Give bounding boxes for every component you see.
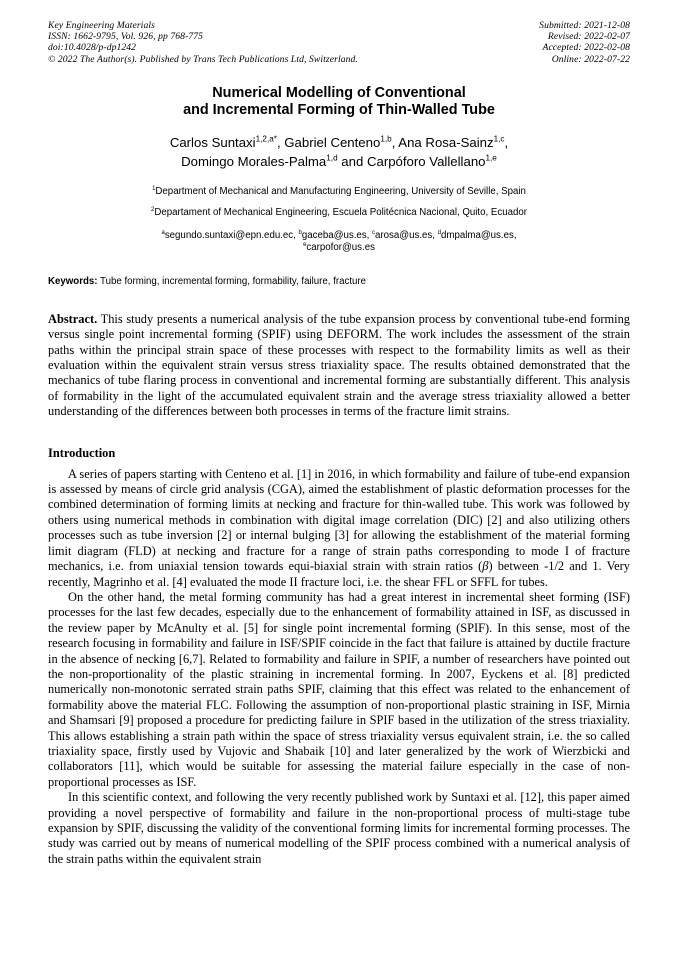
journal-copyright: © 2022 The Author(s). Published by Trans Tech Publications Ltd, Switzerland. bbox=[48, 53, 358, 65]
email-line-2 bbox=[48, 242, 630, 254]
date-accepted: Accepted: 2022-02-08 bbox=[542, 42, 630, 54]
author-line-2 bbox=[48, 152, 630, 171]
author-rosa-sainz-marker: 1,c bbox=[493, 134, 505, 144]
email-b[interactable]: gaceba@us.es, bbox=[301, 229, 373, 241]
introduction-paragraph-3: In this scientific context, and following the very recently published work by Suntaxi et al. [12], this paper aimed providing a novel perspective of formability and failure in the non-proportional process of multi-stage tube expansion by SPIF, discussing the validity of the conventional forming limits for incremental forming processes. The study was carried out by means of numerical modelling of the SPIF process combined with a numerical analysis of the strain paths within the equivalent strain bbox=[48, 790, 630, 866]
author-suntaxi: Carlos Suntaxi bbox=[169, 134, 256, 150]
affiliation-list bbox=[48, 186, 630, 218]
section-heading-introduction: Introduction bbox=[48, 445, 116, 460]
email-b-marker: b bbox=[298, 229, 302, 236]
email-e-marker: e bbox=[303, 241, 307, 248]
affiliation-2 bbox=[48, 207, 630, 218]
abstract-text: This study presents a numerical analysis of the tube expansion process by conventional tube-end forming versus single point incremental forming (SPIF) using DEFORM. The work includes the assessment of the strain paths within the principal strain space of these processes with respect to the formability limits as well as their evaluation within the equivalent strain versus stress triaxiality space. The results obtained demonstrated that the mechanics of tube flaring process in conventional and incremental forming are substantially different. This analysis of formability in the light of the accumulated equivalent strain and the average stress triaxiality allowed a better understanding of the differences between both processes in terms of the fracture limit strains. bbox=[48, 311, 630, 419]
author-line-1-end: , bbox=[504, 134, 509, 150]
title-line-1: Numerical Modelling of Conventional bbox=[212, 84, 466, 101]
date-online: Online: 2022-07-22 bbox=[551, 53, 630, 65]
journal-doi: doi:10.4028/p-dp1242 bbox=[48, 42, 137, 54]
author-vallellano-marker: 1,e bbox=[485, 153, 497, 163]
keywords-block bbox=[48, 276, 630, 288]
email-d[interactable]: dmpalma@us.es, bbox=[440, 229, 517, 241]
affiliation-1 bbox=[48, 186, 630, 197]
email-a-marker: a bbox=[161, 229, 165, 236]
author-suntaxi-marker: 1,2,a* bbox=[255, 134, 277, 144]
abstract-label: Abstract. bbox=[48, 311, 98, 326]
email-line-1 bbox=[48, 230, 630, 242]
email-e[interactable]: carpofor@us.es bbox=[306, 241, 375, 253]
author-morales-palma-marker: 1,d bbox=[326, 153, 338, 163]
date-revised: Revised: 2022-02-07 bbox=[547, 31, 630, 43]
journal-header-left bbox=[48, 20, 358, 65]
title-line-2: and Incremental Forming of Thin-Walled Tube bbox=[183, 102, 495, 119]
keywords-label: Keywords: bbox=[48, 275, 98, 287]
email-c[interactable]: arosa@us.es, bbox=[375, 229, 438, 241]
abstract-block bbox=[48, 312, 630, 420]
author-list bbox=[48, 133, 630, 171]
affiliation-1-text: Department of Mechanical and Manufacturing Engineering, University of Seville, Spain bbox=[155, 185, 526, 197]
intro-p1-part-a: A series of papers starting with Centeno et al. [1] in 2016, in which formability and failure of tube-end expansion is assessed by means of circle grid analysis (CGA), aimed the establishment of plastic deformation processes for the combined determination of forming limits at necking and fracture for thin-walled tube. This work was followed by others using numerical methods in combination with digital image correlation (DIC) [2] and also utilizing others processes such as tube inversion [2] or internal bulging [3] for allowing the establishment of the material forming limit diagram (FLD) at necking and fracture for a range of strain paths corresponding to mode I of fracture mechanics, i.e. from uniaxial tension towards equi-biaxial strain with strain ratios ( bbox=[48, 466, 630, 574]
intro-p1-beta-symbol: β bbox=[482, 559, 489, 574]
email-a[interactable]: segundo.suntaxi@epn.edu.ec, bbox=[164, 229, 299, 241]
introduction-paragraph-2: On the other hand, the metal forming community has had a great interest in incremental sheet forming (ISF) processes for the last few decades, especially due to the enhancement of formability attained in ISF, as discussed in the review paper by McAnulty et al. [5] for single point incremental forming (SPIF). In this sense, most of the research focusing in formability and failure in ISF/SPIF coincide in the fact that failure is attained by ductile fracture in the absence of necking [6,7]. Related to formability and failure in SPIF, a number of researchers have pointed out the non-proportionality of the plastic straining in incremental forming. In 2007, Eyckens et al. [8] predicted numerically non-monotonic serrated strain paths SPIF, claiming that this effect was related to the enhancement of formability above the material FLC. Following the assumption of non-proportional plastic straining in ISF, Mirnia and Shamsari [9] proposed a procedure for predicting failure in SPIF based in the utilization of the stress triaxiality. This allows establishing a strain path within the space of stress triaxiality versus equivalent strain, i.e. the so called triaxiality space, firstly used by Vujovic and Shabaik [10] and later generalized by the work of Wierzbicki and collaborators [11], which would be suitable for assessing the material failure especially in the case of non-proportional processes as ISF. bbox=[48, 589, 630, 789]
affiliation-2-marker: 2 bbox=[151, 206, 155, 213]
introduction-body bbox=[48, 467, 630, 868]
affiliation-2-text: Departament of Mechanical Engineering, Escuela Politécnica Nacional, Quito, Ecuador bbox=[154, 206, 527, 218]
keywords-text: Tube forming, incremental forming, formability, failure, fracture bbox=[97, 275, 367, 287]
journal-issn: ISSN: 1662-9795, Vol. 926, pp 768-775 bbox=[48, 31, 204, 43]
affiliation-1-marker: 1 bbox=[152, 185, 156, 192]
author-morales-palma: Domingo Morales-Palma bbox=[181, 153, 327, 169]
email-d-marker: d bbox=[437, 229, 441, 236]
email-c-marker: c bbox=[372, 229, 376, 236]
author-centeno-marker: 1,b bbox=[380, 134, 392, 144]
journal-header bbox=[48, 20, 630, 65]
introduction-paragraph-1 bbox=[48, 467, 630, 590]
page-title bbox=[48, 85, 630, 120]
intro-p1-part-b: ) between -1/2 and 1. Very recently, Magrinho et al. [4] evaluated the mode II fracture loci, i.e. the shear FFL or SFFL for tubes. bbox=[48, 559, 630, 589]
journal-header-right bbox=[539, 20, 630, 65]
date-submitted: Submitted: 2021-12-08 bbox=[539, 20, 630, 31]
author-centeno: , Gabriel Centeno bbox=[276, 134, 381, 150]
author-line-1 bbox=[48, 133, 630, 152]
author-emails bbox=[48, 230, 630, 254]
author-rosa-sainz: , Ana Rosa-Sainz bbox=[391, 134, 494, 150]
author-vallellano: and Carpóforo Vallellano bbox=[337, 153, 486, 169]
journal-name: Key Engineering Materials bbox=[48, 20, 155, 31]
